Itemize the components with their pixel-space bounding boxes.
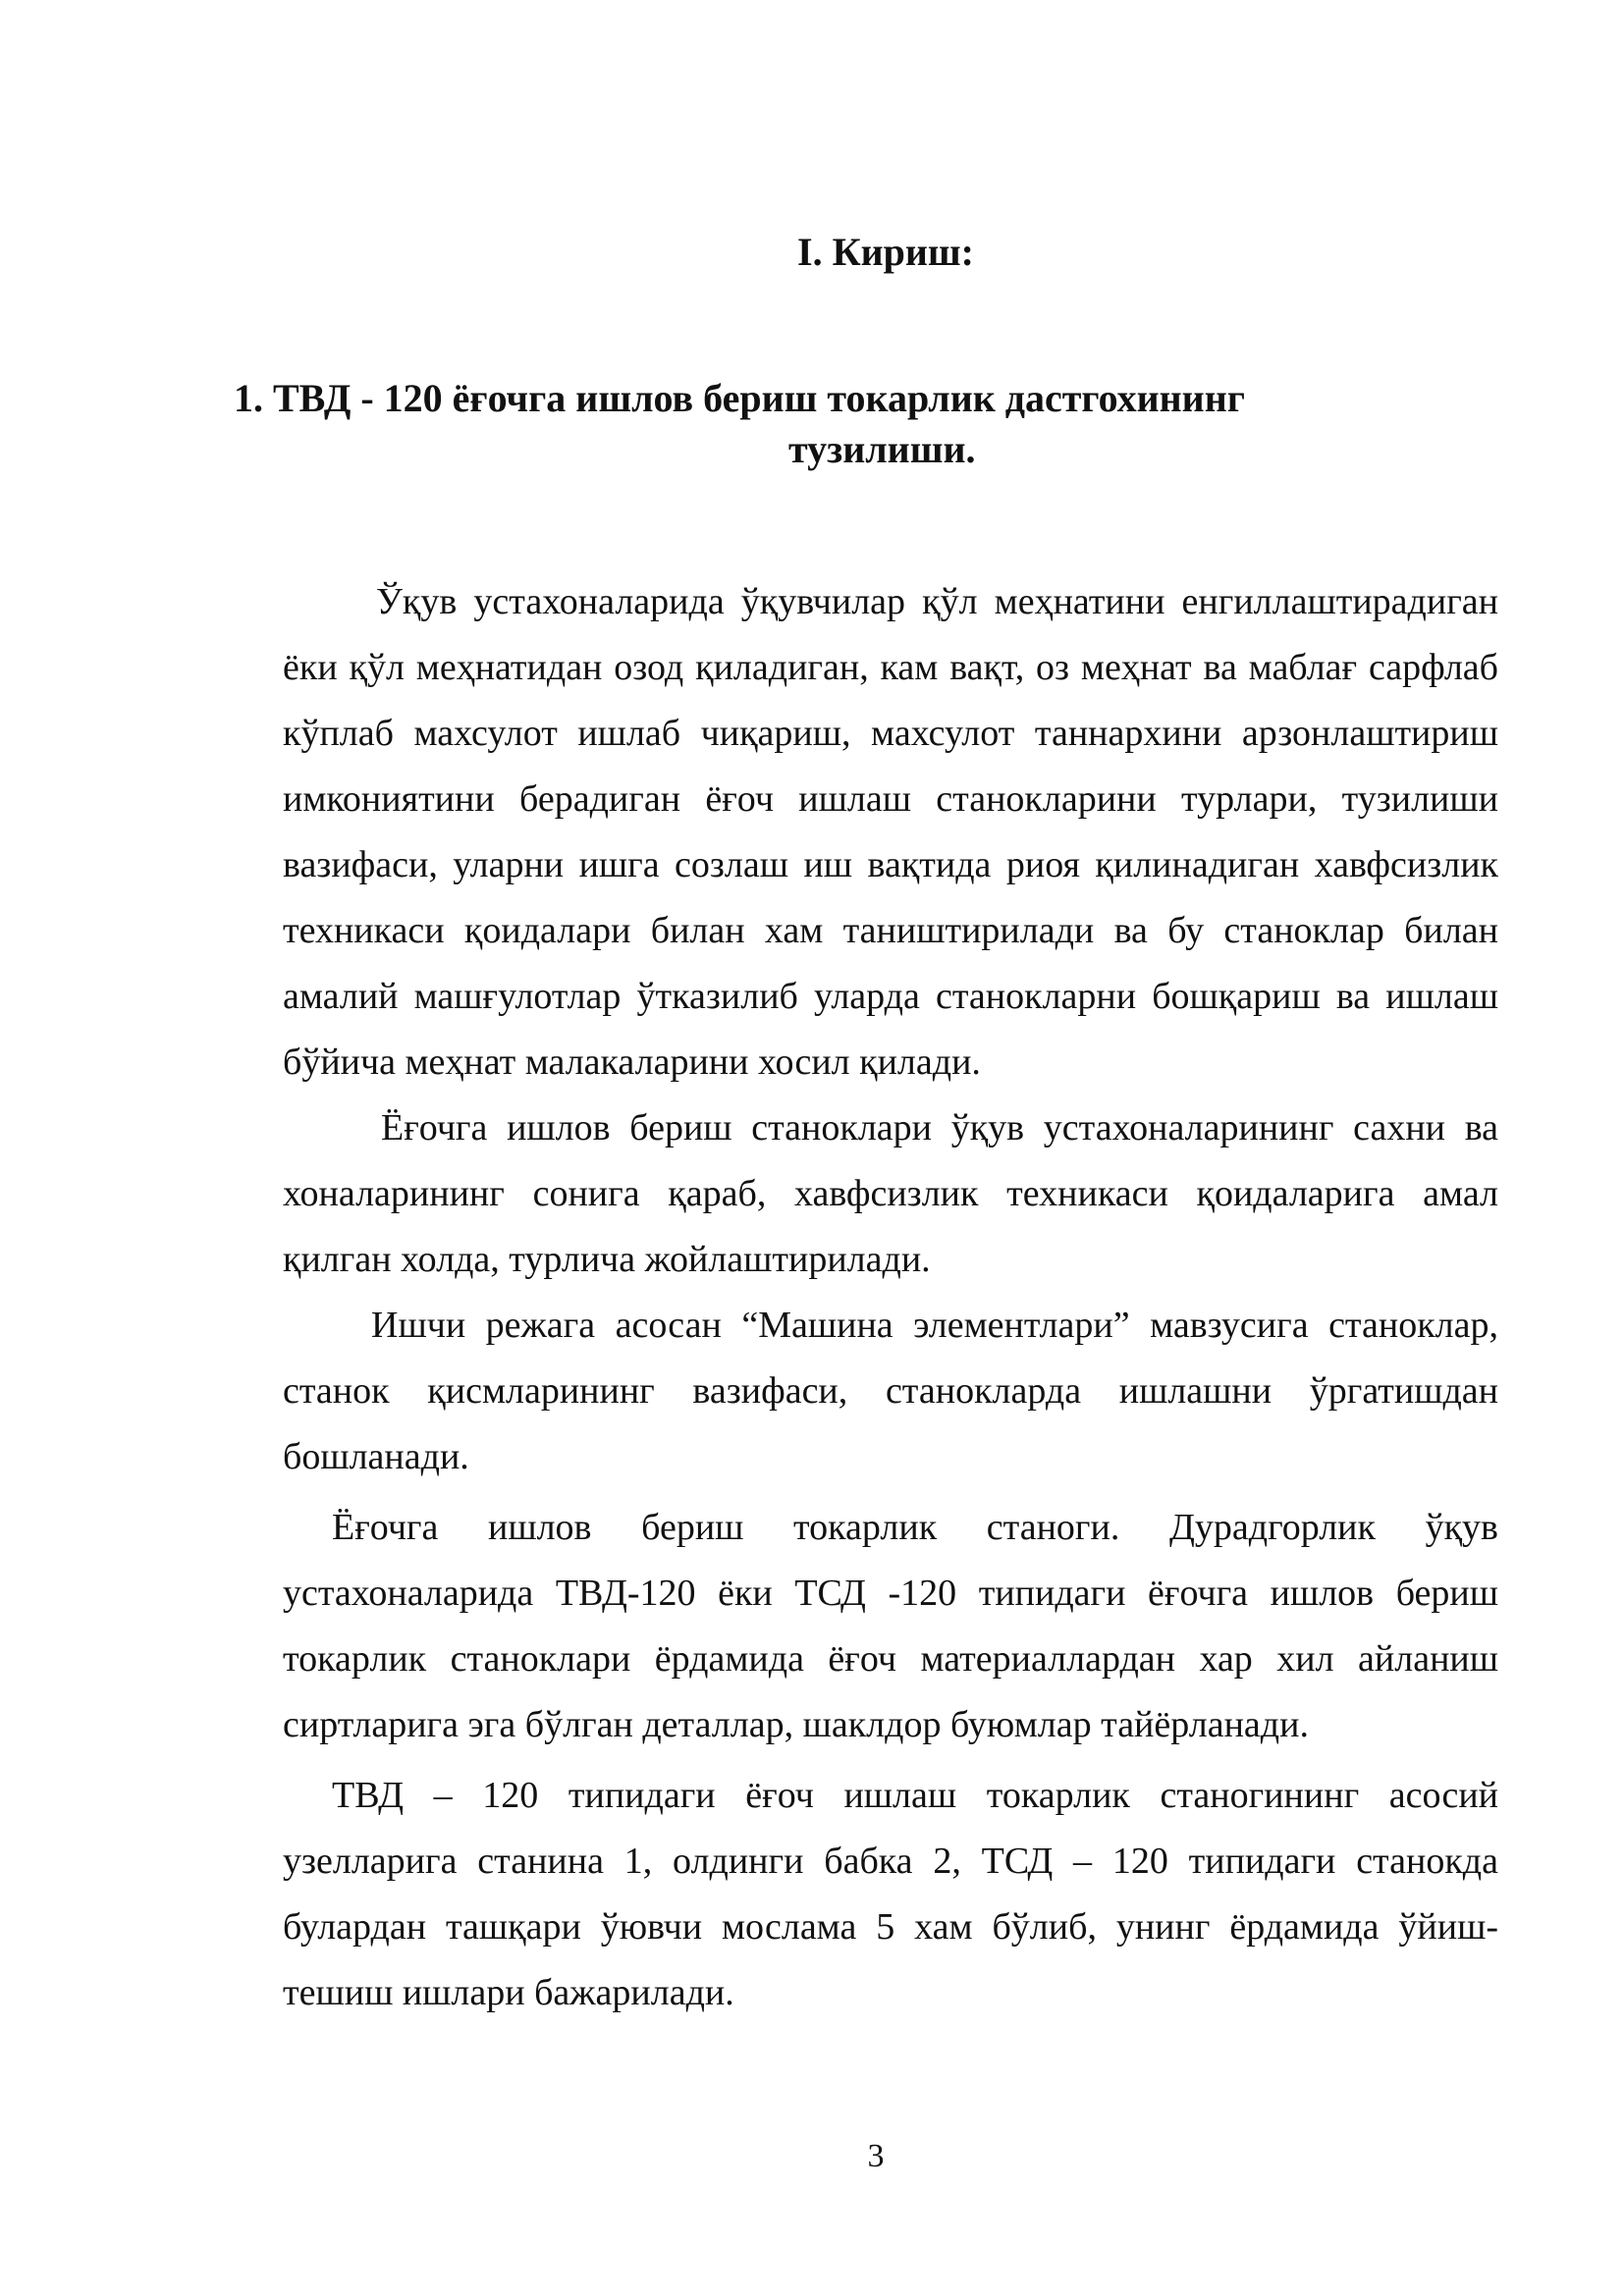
paragraph-2: Ёғочга ишлов бериш станоклари ўқув устахоналарининг сахни ва хоналарининг сонига қараб, хавфсизлик техникаси қоидаларига амал қилган холда, турлича жойлаштирилади. [283, 1107, 1498, 1280]
paragraph-1: Ўқув устахоналарида ўқувчилар қўл меҳнатини енгиллаштирадиган ёки қўл меҳнатидан озод қиладиган, кам вақт, оз меҳнат ва маблағ сарфлаб кўплаб махсулот ишлаб чиқариш, махсулот таннархини арзонлаштириш имкониятини берадиган ёғоч ишлаш станокларини турлари, тузилиши вазифаси, уларни ишга созлаш иш вақтида риоя қилинадиган хавфсизлик техникаси қоидалари билан хам таништирилади ва бу станоклар билан амалий машғулотлар ўтказилиб уларда станокларни бошқариш ва ишлаш бўйича меҳнат малакаларини хосил қилади. [283, 581, 1498, 1083]
sub-heading-line-1: 1. ТВД - 120 ёғочга ишлов бериш токарлик дастгохининг [234, 376, 1245, 420]
page-number: 3 [867, 2138, 885, 2174]
sub-heading [234, 373, 1412, 475]
paragraph-4: Ёғочга ишлов бериш токарлик станоги. Дурадгорлик ўқув устахоналарида ТВД-120 ёки ТСД -120 типидаги ёғочга ишлов бериш токарлик станоклари ёрдамида ёғоч материаллардан хар хил айланиш сиртларига эга бўлган деталлар, шаклдор буюмлар тайёрланади. [283, 1507, 1498, 1745]
paragraph-5: ТВД – 120 типидаги ёғоч ишлаш токарлик станогининг асосий узелларига станина 1, олдинги бабка 2, ТСД – 120 типидаги станокда булардан ташқари ўювчи мослама 5 хам бўлиб, унинг ёрдамида ўйиш-тешиш ишлари бажарилади. [283, 1775, 1498, 2013]
section-title: I. Кириш: [797, 230, 974, 274]
paragraph-3: Ишчи режага асосан “Машина элементлари” мавзусига станоклар, станок қисмларининг вазифаси, станокларда ишлашни ўргатишдан бошланади. [283, 1305, 1498, 1477]
sub-heading-line-2: тузилиши. [788, 427, 976, 471]
body-text [283, 569, 1498, 2026]
